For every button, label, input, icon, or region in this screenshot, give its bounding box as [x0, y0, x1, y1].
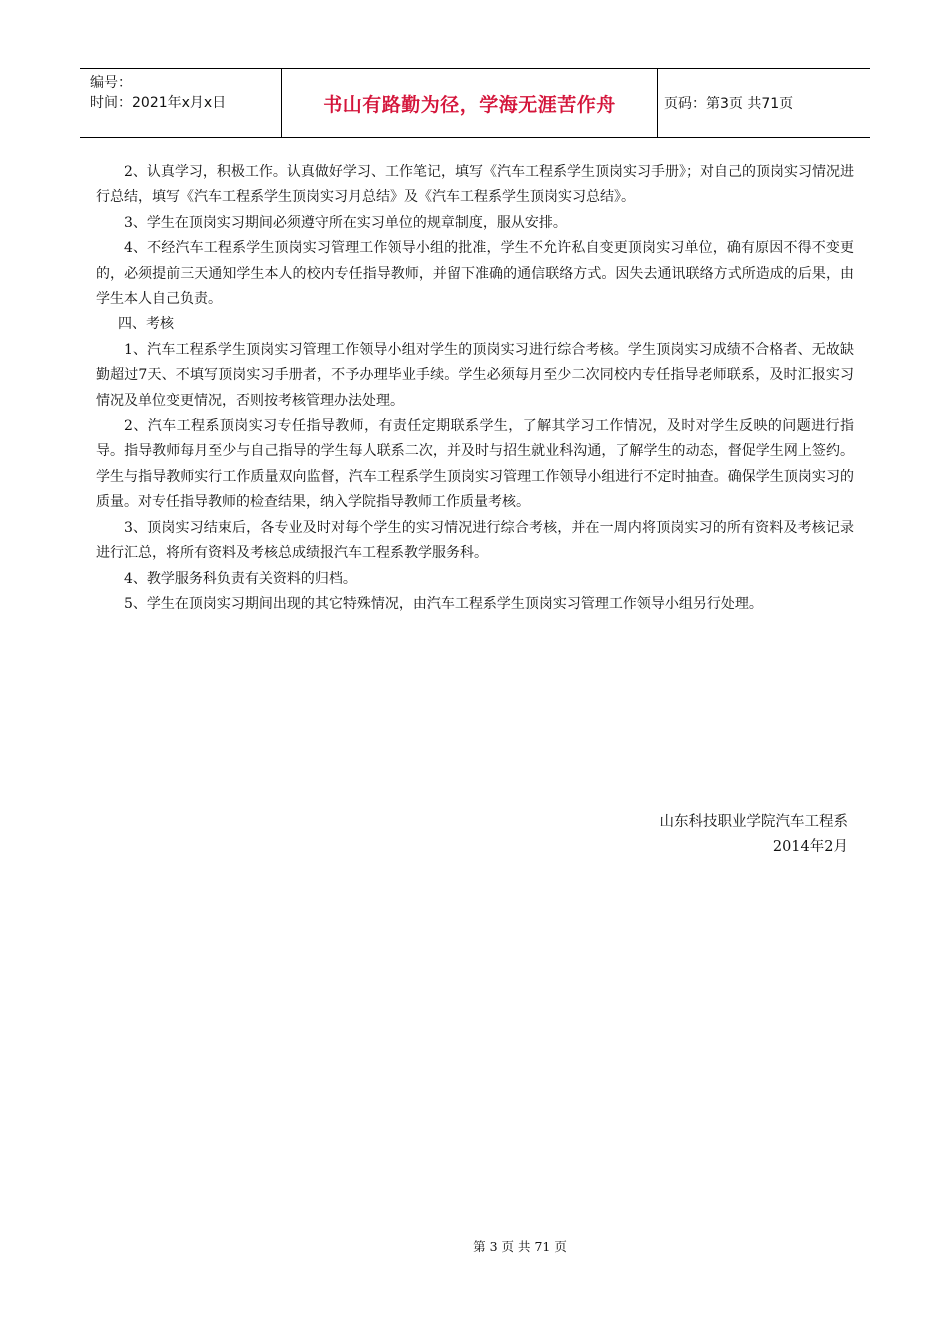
header-motto: 书山有路勤为径，学海无涯苦作舟 — [323, 93, 616, 116]
paragraph-assessment-2: 2、汽车工程系顶岗实习专任指导教师，有责任定期联系学生，了解其学习工作情况，及时对学生反映的问题进行指导。指导教师每月至少与自己指导的学生每人联系二次，并及时与招生就业科沟通，了解学生的动态，督促学生网上签约。学生与指导教师实行工作质量双向监督，汽车工程系学生顶岗实习管理工作领导小组进行不定时抽查。确保学生顶岗实习的质量。对专任指导教师的检查结果，纳入学院指导教师工作质量考核。 — [96, 418, 854, 511]
document-date-label: 时间：2021年x月x日 — [90, 95, 227, 111]
document-body — [96, 160, 854, 617]
footer-page-info: 第 3 页 共 71 页 — [473, 1239, 567, 1254]
signature-date: 2014年2月 — [772, 839, 848, 855]
header-meta — [80, 69, 282, 137]
section-heading-assessment: 四、考核 — [118, 316, 174, 333]
paragraph-assessment-4: 4、教学服务科负责有关资料的归档。 — [124, 570, 357, 587]
paragraph-item-3: 3、学生在顶岗实习期间必须遵守所在实习单位的规章制度，服从安排。 — [124, 214, 567, 231]
paragraph-assessment-5: 5、学生在顶岗实习期间出现的其它特殊情况，由汽车工程系学生顶岗实习管理工作领导小组另行处理。 — [124, 595, 763, 612]
document-number-label: 编号： — [90, 75, 132, 91]
header-page-label: 页码：第3页 共71页 — [664, 96, 794, 112]
paragraph-assessment-1: 1、汽车工程系学生顶岗实习管理工作领导小组对学生的顶岗实习进行综合考核。学生顶岗实习成绩不合格者、无故缺勤超过7天、不填写顶岗实习手册者，不予办理毕业手续。学生必须每月至少二次同校内专任指导老师联系，及时汇报实习情况及单位变更情况，否则按考核管理办法处理。 — [96, 341, 854, 409]
page-footer — [0, 1237, 950, 1255]
paragraph-assessment-3: 3、顶岗实习结束后，各专业及时对每个学生的实习情况进行综合考核，并在一周内将顶岗实习的所有资料及考核记录进行汇总，将所有资料及考核总成绩报汽车工程系教学服务科。 — [96, 519, 854, 562]
header-page-cell — [658, 69, 870, 137]
paragraph-item-4: 4、不经汽车工程系学生顶岗实习管理工作领导小组的批准，学生不允许私自变更顶岗实习单位，确有原因不得不变更的，必须提前三天通知学生本人的校内专任指导教师，并留下准确的通信联络方式。因失去通讯联络方式所造成的后果，由学生本人自己负责。 — [96, 240, 854, 308]
signature-org: 山东科技职业学院汽车工程系 — [659, 814, 848, 830]
signature-block — [660, 810, 849, 860]
paragraph-item-2: 2、认真学习，积极工作。认真做好学习、工作笔记，填写《汽车工程系学生顶岗实习手册》；对自己的顶岗实习情况进行总结，填写《汽车工程系学生顶岗实习月总结》及《汽车工程系学生顶岗实习总结》。 — [96, 164, 854, 206]
header-motto-cell — [282, 69, 658, 137]
page-header — [80, 68, 870, 138]
